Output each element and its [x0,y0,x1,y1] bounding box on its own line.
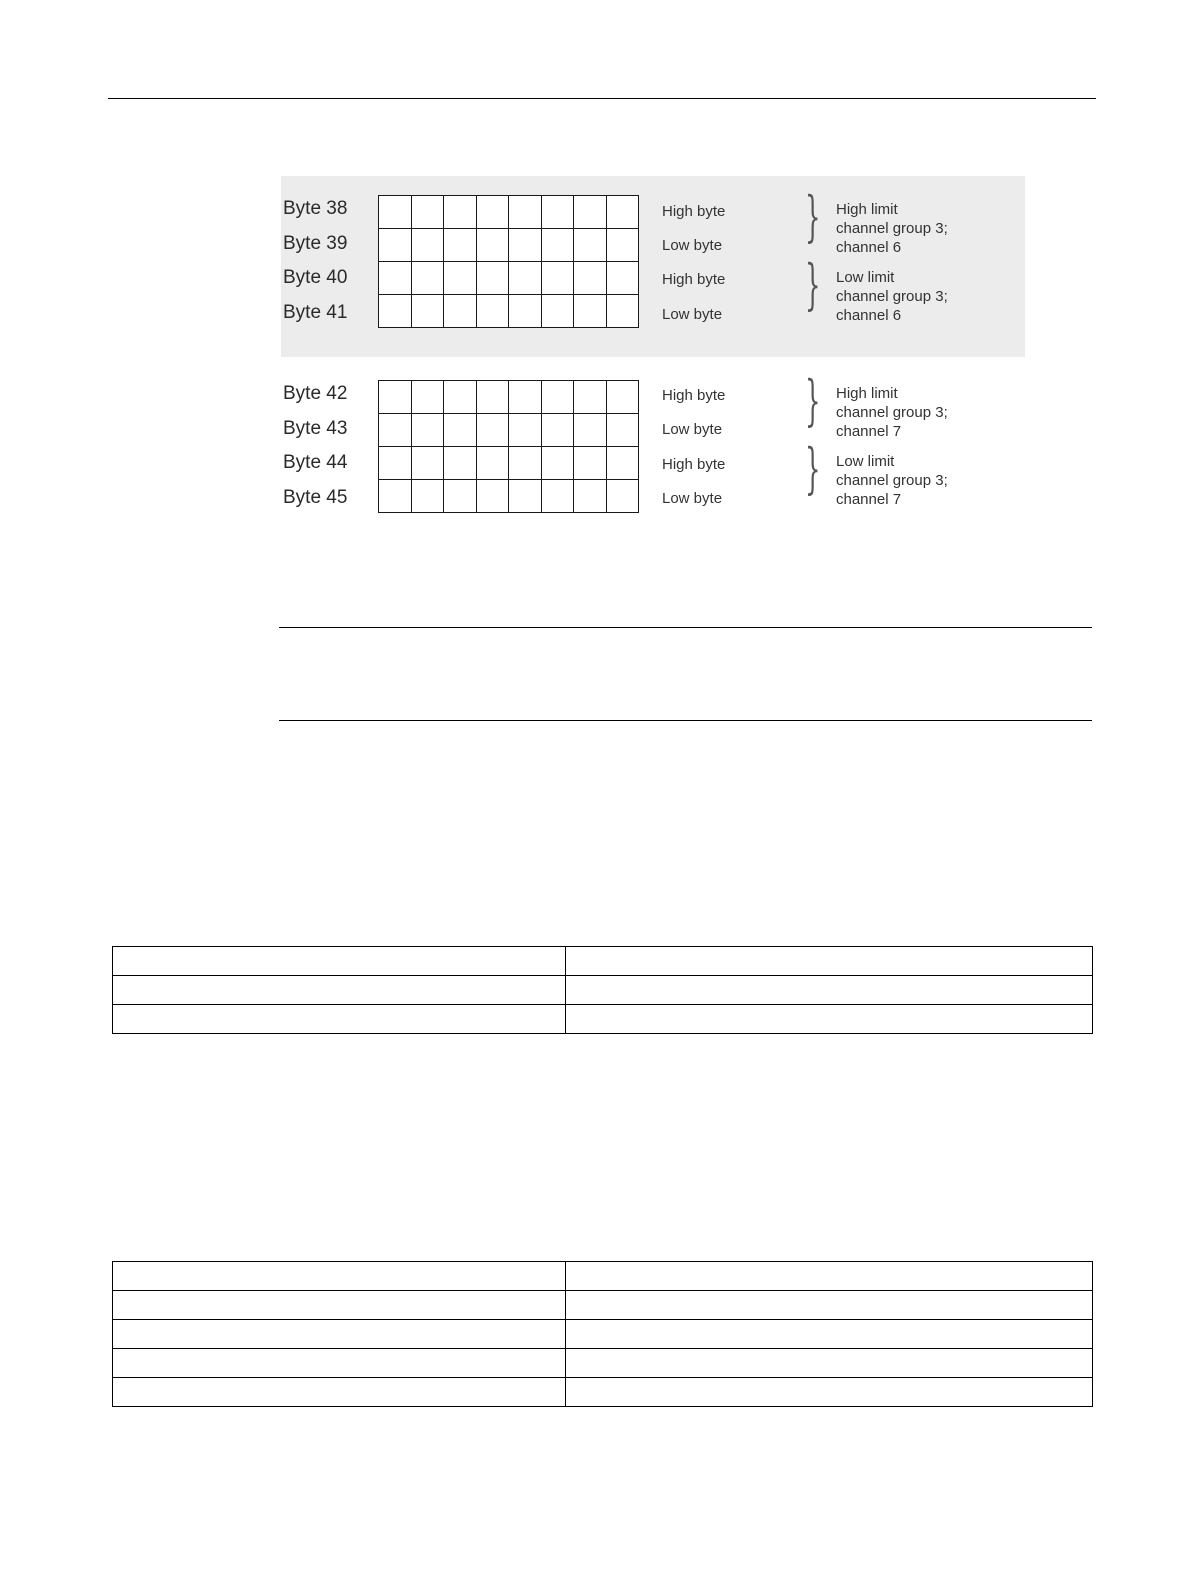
bit-cell [574,414,607,447]
bit-cell [541,381,574,414]
table-cell [566,1005,1093,1034]
bit-cell [444,196,477,229]
description-line: channel 7 [836,491,902,508]
byte-label: Byte 38 [283,198,348,219]
byte-part-label: High byte [662,203,726,220]
group-description [836,452,948,509]
table-row [113,1349,1093,1378]
bit-cell [509,262,542,295]
bit-row [379,381,639,414]
bit-cell [411,262,444,295]
table-row [113,1320,1093,1349]
byte-part-label: High byte [662,387,726,404]
table-cell [113,1378,566,1407]
bit-cell [444,414,477,447]
brace-icon: } [805,185,821,248]
bit-cell [411,480,444,513]
description-line: High limit [836,201,898,218]
bit-cell [509,480,542,513]
bit-cell [541,262,574,295]
bit-cell [509,295,542,328]
table-row [113,1291,1093,1320]
bit-row [379,196,639,229]
description-line: channel 6 [836,239,902,256]
bit-cell [476,447,509,480]
bit-row [379,414,639,447]
bit-cell [444,295,477,328]
table-row [113,1378,1093,1407]
bit-cell [541,414,574,447]
description-line: channel group 3; [836,404,948,421]
description-line: High limit [836,385,898,402]
bit-cell [444,381,477,414]
bit-cell [476,381,509,414]
bit-cell [574,480,607,513]
bit-cell [574,196,607,229]
brace-icon: } [805,253,821,316]
bit-cell [541,196,574,229]
byte-part-label: High byte [662,456,726,473]
byte-part-label: High byte [662,271,726,288]
bit-cell [509,381,542,414]
bit-cell [444,262,477,295]
bit-cell [379,480,412,513]
bit-cell [574,447,607,480]
bit-row [379,295,639,328]
group-description [836,200,948,257]
table-row [113,976,1093,1005]
empty-table [112,1261,1093,1407]
table-cell [113,1005,566,1034]
bit-row [379,480,639,513]
bit-cell [379,229,412,262]
table-cell [566,1320,1093,1349]
bit-row [379,447,639,480]
bit-cell [509,414,542,447]
bit-cell [444,229,477,262]
bit-cell [574,381,607,414]
bit-cell [476,262,509,295]
bit-cell [379,262,412,295]
byte-part-label: Low byte [662,421,723,438]
byte-label: Byte 43 [283,418,348,439]
bit-cell [411,229,444,262]
header-rule [108,98,1096,99]
note-rule-bottom [279,720,1092,721]
table-cell [566,1349,1093,1378]
bit-row [379,262,639,295]
bit-cell [606,381,639,414]
note-rule-top [279,627,1092,628]
bit-cell [509,196,542,229]
bit-cell [444,480,477,513]
bit-cell [379,381,412,414]
bit-cell [444,447,477,480]
byte-part-label: Low byte [662,237,723,254]
bit-cell [476,480,509,513]
bit-grid [378,380,639,513]
table-cell [566,1378,1093,1407]
byte-label: Byte 44 [283,452,348,473]
bit-cell [574,295,607,328]
bit-cell [509,229,542,262]
table-row [113,947,1093,976]
bit-cell [379,414,412,447]
table-cell [566,1291,1093,1320]
table-cell [566,976,1093,1005]
byte-label: Byte 39 [283,233,348,254]
bit-cell [476,196,509,229]
description-line: Low limit [836,269,895,286]
byte-part-label: Low byte [662,490,723,507]
table-cell [113,1349,566,1378]
description-line: channel group 3; [836,288,948,305]
group-description [836,268,948,325]
bit-cell [379,447,412,480]
bit-cell [476,229,509,262]
bit-cell [476,414,509,447]
table-row [113,1262,1093,1291]
bit-cell [411,381,444,414]
bit-cell [606,480,639,513]
bit-grid [378,195,639,328]
byte-block-channel-7 [281,362,1025,522]
bit-cell [411,295,444,328]
bit-cell [476,295,509,328]
bit-cell [606,414,639,447]
table-cell [113,947,566,976]
empty-table [112,946,1093,1034]
bit-cell [411,196,444,229]
bit-cell [606,196,639,229]
description-line: Low limit [836,453,895,470]
bit-cell [509,447,542,480]
bit-cell [606,295,639,328]
table-cell [113,1320,566,1349]
bit-cell [411,414,444,447]
description-line: channel group 3; [836,472,948,489]
table-cell [113,1291,566,1320]
description-line: channel group 3; [836,220,948,237]
group-description [836,384,948,441]
bit-cell [574,229,607,262]
description-line: channel 7 [836,423,902,440]
bit-cell [606,262,639,295]
bit-cell [541,295,574,328]
bit-cell [606,447,639,480]
byte-label: Byte 40 [283,267,348,288]
bit-cell [379,295,412,328]
byte-label: Byte 41 [283,302,348,323]
table-cell [113,1262,566,1291]
byte-part-label: Low byte [662,306,723,323]
brace-icon: } [805,437,821,500]
byte-label: Byte 42 [283,383,348,404]
table-cell [113,976,566,1005]
table-cell [566,947,1093,976]
bit-cell [541,447,574,480]
description-line: channel 6 [836,307,902,324]
bit-row [379,229,639,262]
byte-label: Byte 45 [283,487,348,508]
bit-cell [541,229,574,262]
table-row [113,1005,1093,1034]
brace-icon: } [805,369,821,432]
bit-cell [541,480,574,513]
byte-block-channel-6 [281,178,1025,338]
bit-cell [574,262,607,295]
table-cell [566,1262,1093,1291]
bit-cell [606,229,639,262]
bit-cell [379,196,412,229]
bit-cell [411,447,444,480]
